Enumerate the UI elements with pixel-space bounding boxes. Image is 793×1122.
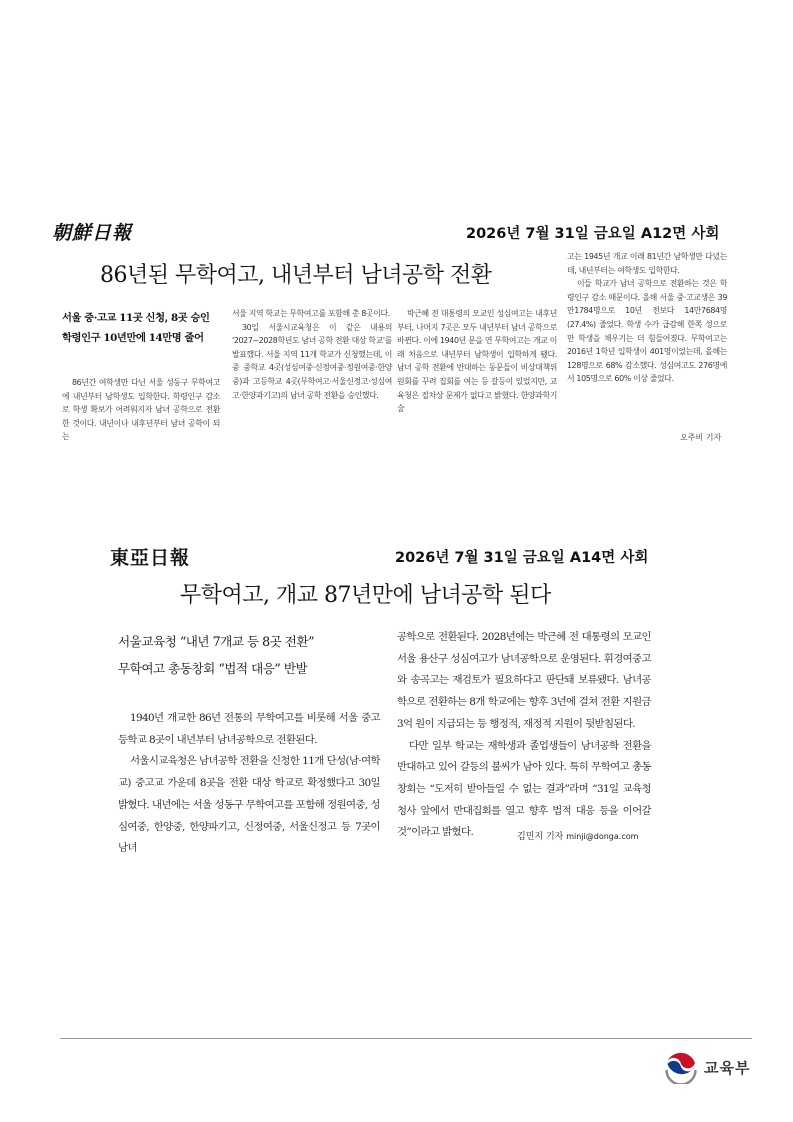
clip1-column-4 (567, 250, 727, 386)
clip2-paragraph: 다만 일부 학교는 재학생과 졸업생들이 남녀공학 전환을 반대하고 있어 갈등의 불씨가 남아 있다. 특히 무학여고 총동창회는 “도저히 받아들일 수 없는 결과”라며 “31일 교육청 청사 앞에서 반대집회를 열고 향후 법적 대응 등을 이어갈 것”이라고 밝혔다. (397, 739, 651, 839)
donga-masthead: 東亞日報 (110, 547, 191, 569)
clip1-column-3 (397, 307, 557, 416)
footer-divider (60, 1038, 752, 1039)
clip1-date-line: 2026년 7월 31일 금요일 A12면 사회 (466, 226, 720, 242)
clip2-subhead-1: 서울교육청 “내년 7개교 등 8곳 전환” (118, 634, 315, 649)
clip1-subheads (62, 308, 222, 348)
clip2-byline (517, 829, 638, 842)
clip1-column-1 (62, 376, 220, 444)
clip1-byline: 오주비 기자 (680, 433, 722, 442)
clip1-subhead-2: 학령인구 10년만에 14만명 줄어 (62, 332, 204, 344)
clip1-headline: 86년된 무학여고, 내년부터 남녀공학 전환 (100, 263, 492, 288)
clip1-column-2 (232, 307, 392, 402)
clip2-byline-name: 김민지 기자 (517, 832, 564, 842)
clip1-paragraph: 고는 1945년 개교 이래 81년간 남학생만 다녔는데, 내년부터는 여학생도 입학한다. (567, 252, 727, 275)
clip2-paragraph: 서울시교육청은 남녀공학 전환을 신청한 11개 단성(남·여학교) 중고교 가운데 8곳을 전환 대상 학교로 확정했다고 30일 밝혔다. 내년에는 서울 성동구 무학여고를 포함해 정원여중, 성심여중, 한양중, 한양파기고, 신정여중, 서울신정고 등 7곳이 남녀 (118, 755, 380, 855)
clip1-paragraph: 서울 지역 학교는 무학여고를 포함해 총 8곳이다. (232, 309, 390, 318)
clip2-column-1 (118, 708, 380, 860)
clip2-date-line: 2026년 7월 31일 금요일 A14면 사회 (395, 550, 649, 566)
ministry-name: 교육부 (704, 1058, 751, 1077)
taegeuk-emblem-icon (664, 1050, 698, 1084)
clip2-headline: 무학여고, 개교 87년만에 남녀공학 된다 (180, 583, 551, 608)
chosun-masthead: 朝鮮日報 (52, 222, 133, 244)
clip2-paragraph: 공학으로 전환된다. 2028년에는 박근혜 전 대통령의 모교인 서울 용산구 성심여고가 남녀공학으로 운영된다. 휘경여중고와 송곡고는 재검토가 필요하다고 판단돼 보류됐다. 남녀공학으로 전환하는 8개 학교에는 향후 3년에 걸쳐 전환 지원금 3억 원이 지급되는 등 행정적, 재정적 지원이 뒷받침된다. (397, 631, 651, 730)
clip1-paragraph: 박근혜 전 대통령의 모교인 성심여고는 내후년부터, 나머지 7곳은 모두 내년부터 남녀 공학으로 바뀐다. 이에 1940년 문을 연 무학여고는 개교 이래 처음으로 내년부터 남학생이 입학하게 됐다. 남녀 공학 전환에 반대하는 동문들이 비상대책위원회를 꾸려 집회를 여는 등 갈등이 있었지만, 교육청은 절차상 문제가 없다고 밝혔다. 한양과학기술 (397, 309, 557, 414)
clip2-paragraph: 1940년 개교한 86년 전통의 무학여고를 비롯해 서울 중고등학교 8곳이 내년부터 남녀공학으로 전환된다. (118, 712, 380, 746)
clip2-byline-email: minji@donga.com (566, 832, 639, 841)
clip1-paragraph: 이들 학교가 남녀 공학으로 전환하는 것은 학령인구 감소 때문이다. 올해 서울 중·고교생은 39만1784명으로 10년 전보다 14만7684명(27.4%) 줄었다. 학생 수가 급감해 한쪽 성으로만 학생을 채우기는 더 힘들어졌다. 무학여고는 2016년 1학년 입학생이 401명이었는데, 올해는 128명으로 68% 감소했다. 성심여고도 276명에서 105명으로 60% 이상 줄었다. (567, 279, 727, 384)
clip1-paragraph: 86년간 여학생만 다닌 서울 성동구 무학여고에 내년부터 남학생도 입학한다. 학령인구 감소로 학생 확보가 어려워지자 남녀 공학으로 전환한 것이다. 내년이나 내후년부터 남녀 공학이 되는 (62, 378, 220, 442)
clip2-subhead-2: 무학여고 총동창회 “법적 대응” 반발 (118, 661, 308, 676)
clip2-subheads (118, 628, 398, 682)
clip2-column-2 (397, 627, 651, 844)
clip1-paragraph: 30일 서울시교육청은 이 같은 내용의 '2027~2028학년도 남녀 공학 전환 대상 학교'를 발표했다. 서울 지역 11개 학교가 신청했는데, 이 중 중학교 4곳(성심여중·신정여중·정원여중·한양중)과 고등학교 4곳(무학여고·서울신정고·성심여고·한양과기고)의 남녀 공학 전환을 승인했다. (232, 322, 392, 400)
clip1-subhead-1: 서울 중·고교 11곳 신청, 8곳 승인 (62, 312, 210, 324)
ministry-logo (664, 1050, 750, 1084)
